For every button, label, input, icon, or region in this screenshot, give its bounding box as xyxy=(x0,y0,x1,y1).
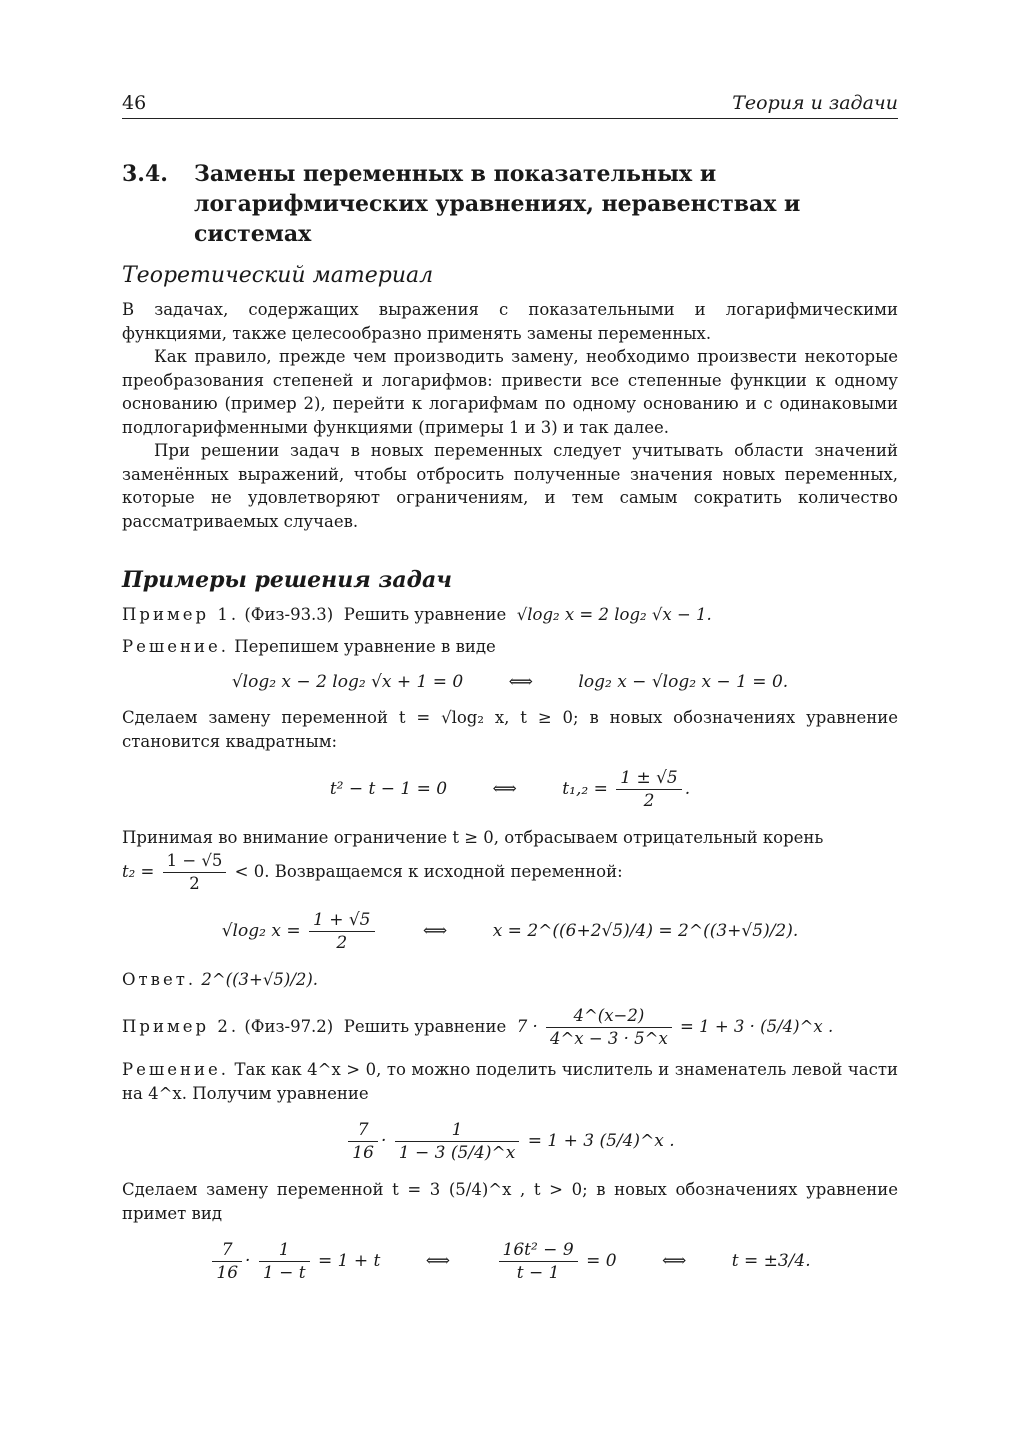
fraction xyxy=(259,1239,310,1284)
equation-lhs: 7 · xyxy=(516,1017,538,1036)
example-1-equation-1 xyxy=(122,672,898,692)
page-number: 46 xyxy=(122,92,147,114)
solution-label: Решение. xyxy=(122,636,229,656)
equivalence-arrow: ⟺ xyxy=(508,672,534,692)
solution-text: Перепишем уравнение в виде xyxy=(234,636,496,656)
equation-zero: = 0 xyxy=(586,1251,617,1271)
example-2-substitution: Сделаем замену переменной t = 3 (5/4)^x , t > 0; в новых обозначениях уравнение примет вид xyxy=(122,1180,898,1223)
equation-final: t = ±3/4. xyxy=(731,1251,811,1271)
equation-rhs: = 1 + 3 · (5/4)^x . xyxy=(680,1017,834,1036)
solution-label: Решение. xyxy=(122,1060,229,1079)
example-1-source: (Физ-93.3) xyxy=(244,605,334,624)
examples-heading: Примеры решения задач xyxy=(122,567,452,593)
page xyxy=(122,92,898,1298)
answer-value: 2^((3+√5)/2). xyxy=(201,969,319,989)
equivalence-arrow: ⟺ xyxy=(422,920,448,941)
numerator: 16t² − 9 xyxy=(499,1239,578,1262)
return-text: < 0. Возвращаемся к исходной переменной: xyxy=(234,861,623,881)
equation-mid: = 1 + t xyxy=(317,1251,381,1271)
fraction xyxy=(309,909,375,954)
denominator: 2 xyxy=(336,932,348,953)
equivalence-arrow: ⟺ xyxy=(661,1251,687,1271)
equation-lhs: t₁,₂ = xyxy=(562,779,608,799)
example-2-solution-intro xyxy=(122,1058,898,1105)
numerator: 1 xyxy=(259,1239,310,1262)
example-1-substitution: Сделаем замену переменной t = √log₂ x, t ≥ 0; в новых обозначениях уравнение становится квадратным: xyxy=(122,708,898,751)
denominator: 1 − 3 (5/4)^x xyxy=(398,1143,516,1163)
fraction xyxy=(163,850,227,895)
fraction xyxy=(546,1005,672,1050)
equivalence-arrow: ⟺ xyxy=(425,1251,451,1271)
example-2-source: (Физ-97.2) xyxy=(244,1017,334,1036)
theory-paragraph-2: Как правило, прежде чем производить замену, необходимо произвести некоторые преобразования степеней и логарифмов: привести все степенные функции к одному основанию (пример 2), перейти к логарифмам по одному основанию и с одинаковыми подлогарифменными функциями (примеры 1 и 3) и так далее. xyxy=(122,347,898,437)
numerator: 7 xyxy=(348,1119,378,1142)
theory-paragraph-1: В задачах, содержащих выражения с показательными и логарифмическими функциями, также целесообразно применять замены переменных. xyxy=(122,300,898,343)
numerator: 7 xyxy=(212,1239,242,1262)
equation-left: √log₂ x − 2 log₂ √x + 1 = 0 xyxy=(231,672,464,692)
numerator: 1 − √5 xyxy=(163,850,227,873)
example-1-equation-3 xyxy=(122,909,898,954)
example-1-label: Пример 1. xyxy=(122,605,240,624)
denominator: 16 xyxy=(216,1263,239,1283)
denominator: 16 xyxy=(352,1143,374,1163)
fraction xyxy=(348,1119,378,1164)
equation-rhs: = 1 + 3 (5/4)^x . xyxy=(527,1131,675,1151)
fraction xyxy=(395,1119,520,1164)
theory-paragraph-3: При решении задач в новых переменных следует учитывать области значений заменённых выражений, чтобы отбросить полученные значения новых переменных, которые не удовлетворяют ограничениям, и тем самым сократить количество рассматриваемых случаев. xyxy=(122,441,898,531)
example-1-answer xyxy=(122,968,898,992)
section-title xyxy=(122,159,898,249)
section-title-text: Замены переменных в показательных и логарифмических уравнениях, неравенствах и системах xyxy=(194,161,801,247)
solution-text: Так как 4^x > 0, то можно поделить числитель и знаменатель левой части на 4^x. Получим уравнение xyxy=(122,1060,898,1103)
example-2-equation-1: $\frac{7}{16}$ · $\frac{1}{1 - 3 (5/4)\^{}x}$ = 1 + 3 (5/4)^x . xyxy=(122,1119,898,1164)
denominator: 2 xyxy=(189,873,200,893)
fraction xyxy=(212,1239,242,1284)
equation-left: t² − t − 1 = 0 xyxy=(329,779,448,799)
example-1-equation-2: t² − t − 1 = 0 ⟺ t₁,₂ = $\frac{1 \pm √5}{2}$ . xyxy=(329,768,691,811)
running-title: Теория и задачи xyxy=(732,92,898,114)
numerator: 1 ± √5 xyxy=(616,767,682,790)
example-1-task: Решить уравнение xyxy=(343,605,507,624)
example-2-label: Пример 2. xyxy=(122,1017,240,1036)
denominator: t − 1 xyxy=(516,1263,560,1283)
example-2-equation-2: $\frac{7}{16}$ · $\frac{1}{1 - t}$ = 1 + t ⟺ $\frac{\text{16t² − 9}}{t - 1}$ = 0 ⟺ t = ±3/4. xyxy=(122,1239,898,1284)
equivalence-arrow: ⟺ xyxy=(492,779,517,799)
section-number: 3.4. xyxy=(122,161,168,187)
example-1-equation: √log₂ x = 2 log₂ √x − 1. xyxy=(516,605,712,624)
example-2-task: Решить уравнение xyxy=(343,1017,507,1036)
example-1-negative-root xyxy=(122,850,898,895)
theory-heading: Теоретический материал xyxy=(122,263,434,288)
example-1-statement xyxy=(122,603,898,627)
equation-right: log₂ x − √log₂ x − 1 = 0. xyxy=(578,672,789,692)
denominator: 2 xyxy=(643,791,655,811)
t2-lhs: t₂ = xyxy=(122,861,155,881)
example-1-constraint: Принимая во внимание ограничение t ≥ 0, отбрасываем отрицательный корень xyxy=(122,828,824,847)
denominator: 1 − t xyxy=(262,1263,306,1283)
fraction xyxy=(616,767,682,812)
numerator: 1 + √5 xyxy=(309,909,375,932)
equation-lhs: √log₂ x = xyxy=(221,920,301,941)
page-header xyxy=(122,92,898,119)
answer-label: Ответ. xyxy=(122,969,197,989)
example-1-solution-intro xyxy=(122,635,898,659)
example-2-statement xyxy=(122,1005,898,1050)
equation-rhs: x = 2^((6+2√5)/4) = 2^((3+√5)/2). xyxy=(492,920,799,941)
numerator: 1 xyxy=(395,1119,520,1142)
denominator: 4^x − 3 · 5^x xyxy=(549,1029,668,1048)
fraction xyxy=(499,1239,578,1284)
numerator: 4^(x−2) xyxy=(546,1005,672,1028)
